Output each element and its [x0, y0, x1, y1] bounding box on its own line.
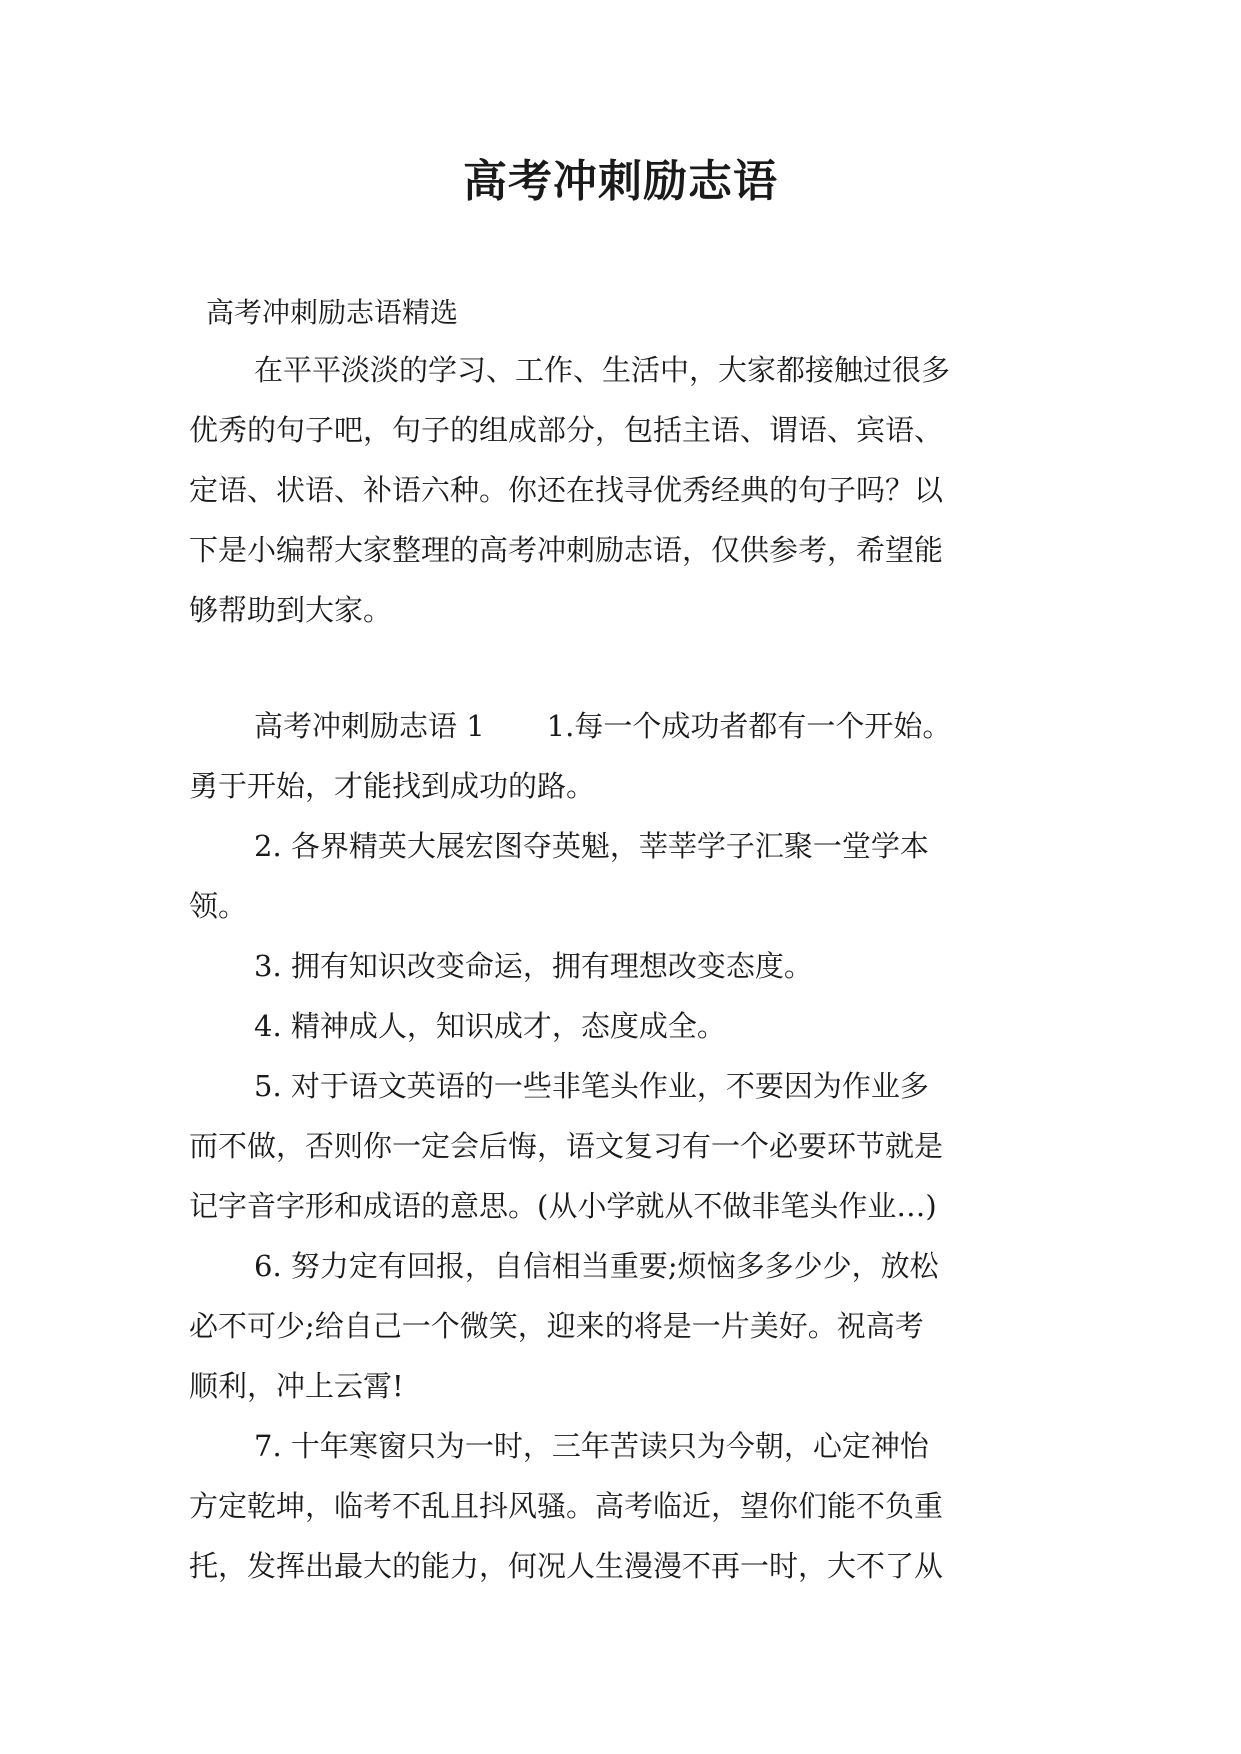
- intro-line: 优秀的句子吧，句子的组成部分，包括主语、谓语、宾语、: [189, 413, 944, 447]
- list-item: 1.每一个成功者都有一个开始。: [546, 709, 952, 743]
- intro-line: 够帮助到大家。: [189, 593, 393, 627]
- list-item: 必不可少;给自己一个微笑，迎来的将是一片美好。祝高考: [189, 1309, 924, 1343]
- section-heading: 高考冲刺励志语 1: [254, 709, 485, 743]
- section-heading-line: [254, 706, 951, 746]
- intro-line: 在平平淡淡的学习、工作、生活中，大家都接触过很多: [254, 353, 951, 387]
- list-item: 勇于开始，才能找到成功的路。: [189, 769, 596, 803]
- list-item: 顺利，冲上云霄!: [189, 1369, 404, 1403]
- list-item: 2. 各界精英大展宏图夺英魁，莘莘学子汇聚一堂学本: [254, 829, 929, 863]
- document-subtitle: 高考冲刺励志语精选: [206, 296, 459, 329]
- list-item: 记字音字形和成语的意思。(从小学就从不做非笔头作业…): [189, 1189, 937, 1223]
- list-item: 3. 拥有知识改变命运，拥有理想改变态度。: [254, 949, 813, 983]
- intro-line: 定语、状语、补语六种。你还在找寻优秀经典的句子吗？以: [189, 473, 944, 507]
- list-item: 5. 对于语文英语的一些非笔头作业，不要因为作业多: [254, 1069, 929, 1103]
- list-item: 而不做，否则你一定会后悔，语文复习有一个必要环节就是: [189, 1129, 944, 1163]
- list-item: 领。: [189, 889, 248, 923]
- list-item: 托，发挥出最大的能力，何况人生漫漫不再一时，大不了从: [189, 1549, 944, 1583]
- list-item: 方定乾坤，临考不乱且抖风骚。高考临近，望你们能不负重: [189, 1489, 944, 1523]
- document-title: 高考冲刺励志语: [463, 156, 778, 207]
- list-item: 4. 精神成人，知识成才，态度成全。: [254, 1009, 726, 1043]
- list-item: 7. 十年寒窗只为一时，三年苦读只为今朝，心定神怡: [254, 1429, 929, 1463]
- intro-line: 下是小编帮大家整理的高考冲刺励志语，仅供参考，希望能: [189, 533, 944, 567]
- list-item: 6. 努力定有回报，自信相当重要;烦恼多多少少，放松: [254, 1249, 939, 1283]
